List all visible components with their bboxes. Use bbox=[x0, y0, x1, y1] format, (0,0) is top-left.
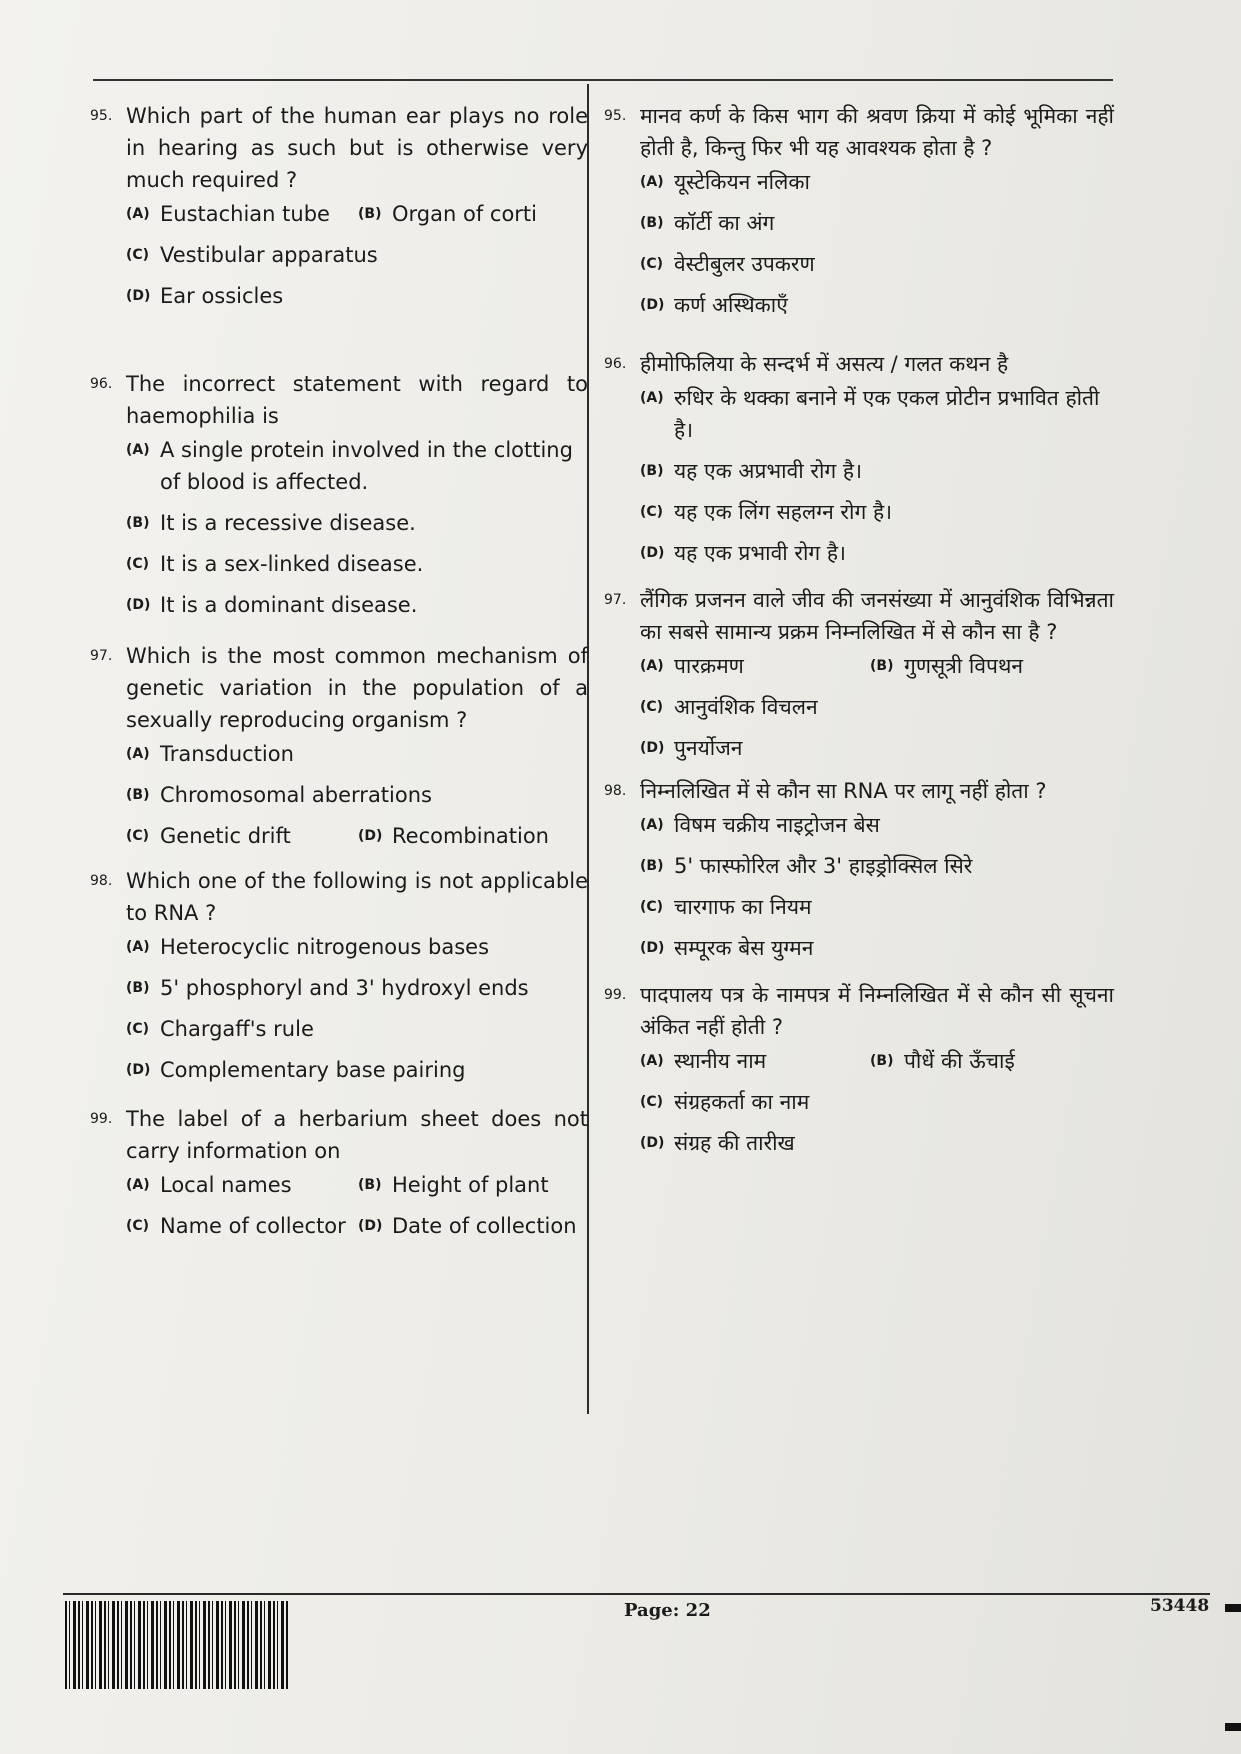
option-b: (B) Height of plant bbox=[358, 1173, 549, 1197]
question-stem: निम्नलिखित में से कौन सा RNA पर लागू नहीं होता ? bbox=[640, 779, 1047, 803]
booklet-code: 53448 bbox=[1150, 1596, 1210, 1616]
question-stem: पादपालय पत्र के नामपत्र में निम्नलिखित में से कौन सी सूचना अंकित नहीं होती ? bbox=[640, 983, 1114, 1039]
question-number: 97. bbox=[604, 592, 627, 608]
option-a: (A) रुधिर के थक्का बनाने में एक एकल प्रोटीन प्रभावित होती है। bbox=[640, 386, 1100, 442]
question-number: 96. bbox=[90, 376, 113, 392]
option-a: (A) Local names bbox=[126, 1173, 292, 1197]
footer-rule bbox=[63, 1593, 1210, 1595]
option-d: (D) पुनर्योजन bbox=[640, 736, 743, 760]
question-stem: Which is the most common mechanism of genetic variation in the population of a sexually reproducing organism ? bbox=[126, 644, 588, 732]
option-c: (C) संग्रहकर्ता का नाम bbox=[640, 1090, 810, 1114]
question-number: 95. bbox=[90, 108, 113, 124]
option-b: (B) यह एक अप्रभावी रोग है। bbox=[640, 459, 863, 483]
question-stem: Which one of the following is not applicable to RNA ? bbox=[126, 869, 588, 925]
barcode bbox=[65, 1601, 290, 1689]
question-95-hi bbox=[604, 100, 1114, 330]
question-99-hi bbox=[604, 979, 1114, 1168]
hindi-column bbox=[604, 100, 1114, 1168]
option-d: (D) It is a dominant disease. bbox=[126, 593, 418, 617]
option-a: (A) Eustachian tube bbox=[126, 202, 330, 226]
option-d: (D) Recombination bbox=[358, 824, 549, 848]
option-d: (D) Ear ossicles bbox=[126, 284, 284, 308]
option-b: (B) कॉर्टी का अंग bbox=[640, 211, 775, 235]
page-number: Page: 22 bbox=[624, 1600, 711, 1621]
option-b: (B) Organ of corti bbox=[358, 202, 537, 226]
option-b: (B) It is a recessive disease. bbox=[126, 511, 416, 535]
option-b: (B) पौधें की ऊँचाई bbox=[870, 1049, 1015, 1073]
question-number: 97. bbox=[90, 648, 113, 664]
question-95-en bbox=[90, 100, 588, 321]
question-99-en bbox=[90, 1103, 588, 1251]
question-stem: The incorrect statement with regard to haemophilia is bbox=[126, 372, 588, 428]
question-number: 98. bbox=[90, 873, 113, 889]
option-d: (D) सम्पूरक बेस युग्मन bbox=[640, 936, 814, 960]
question-98-hi bbox=[604, 775, 1114, 973]
question-stem: लैंगिक प्रजनन वाले जीव की जनसंख्या में आनुवंशिक विभिन्नता का सबसे सामान्य प्रक्रम निम्नलिखित में से कौन सा है ? bbox=[640, 588, 1114, 644]
option-d: (D) कर्ण अस्थिकाएँ bbox=[640, 293, 788, 317]
option-c: (C) Chargaff's rule bbox=[126, 1017, 314, 1041]
option-a: (A) Transduction bbox=[126, 742, 294, 766]
option-c: (C) आनुवंशिक विचलन bbox=[640, 695, 818, 719]
option-d: (D) यह एक प्रभावी रोग है। bbox=[640, 541, 846, 565]
question-97-hi bbox=[604, 584, 1114, 773]
question-stem: The label of a herbarium sheet does not carry information on bbox=[126, 1107, 588, 1163]
question-stem: हीमोफिलिया के सन्दर्भ में असत्य / गलत कथन है bbox=[640, 352, 1009, 376]
option-a: (A) Heterocyclic nitrogenous bases bbox=[126, 935, 490, 959]
option-b: (B) 5' फास्फोरिल और 3' हाइड्रोक्सिल सिरे bbox=[640, 854, 973, 878]
option-c: (C) Vestibular apparatus bbox=[126, 243, 378, 267]
option-c: (C) यह एक लिंग सहलग्न रोग है। bbox=[640, 500, 893, 524]
option-c: (C) चारगाफ का नियम bbox=[640, 895, 812, 919]
edge-mark bbox=[1225, 1604, 1241, 1612]
option-c: (C) It is a sex-linked disease. bbox=[126, 552, 424, 576]
question-98-en bbox=[90, 865, 588, 1095]
question-number: 95. bbox=[604, 108, 627, 124]
option-d: (D) संग्रह की तारीख bbox=[640, 1131, 795, 1155]
question-stem: मानव कर्ण के किस भाग की श्रवण क्रिया में कोई भूमिका नहीं होती है, किन्तु फिर भी यह आवश्यक होता है ? bbox=[640, 104, 1114, 160]
option-a: (A) A single protein involved in the clotting of blood is affected. bbox=[126, 438, 573, 494]
option-a: (A) यूस्टेकियन नलिका bbox=[640, 170, 810, 194]
option-b: (B) Chromosomal aberrations bbox=[126, 783, 432, 807]
option-a: (A) विषम चक्रीय नाइट्रोजन बेस bbox=[640, 813, 880, 837]
option-c: (C) Name of collector bbox=[126, 1214, 346, 1238]
english-column bbox=[90, 100, 588, 1251]
question-number: 99. bbox=[90, 1111, 113, 1127]
option-b: (B) 5' phosphoryl and 3' hydroxyl ends bbox=[126, 976, 529, 1000]
top-rule bbox=[93, 79, 1113, 81]
question-96-hi bbox=[604, 348, 1114, 578]
option-a: (A) पारक्रमण bbox=[640, 654, 744, 678]
option-c: (C) Genetic drift bbox=[126, 824, 291, 848]
option-c: (C) वेस्टीबुलर उपकरण bbox=[640, 252, 815, 276]
question-96-en bbox=[90, 368, 588, 630]
option-b: (B) गुणसूत्री विपथन bbox=[870, 654, 1024, 678]
option-d: (D) Date of collection bbox=[358, 1214, 577, 1238]
question-stem: Which part of the human ear plays no role in hearing as such but is otherwise very much required ? bbox=[126, 104, 588, 192]
option-a: (A) स्थानीय नाम bbox=[640, 1049, 767, 1073]
option-d: (D) Complementary base pairing bbox=[126, 1058, 466, 1082]
question-97-en bbox=[90, 640, 588, 861]
question-number: 98. bbox=[604, 783, 627, 799]
edge-mark bbox=[1225, 1723, 1241, 1731]
question-number: 99. bbox=[604, 987, 627, 1003]
question-number: 96. bbox=[604, 356, 627, 372]
